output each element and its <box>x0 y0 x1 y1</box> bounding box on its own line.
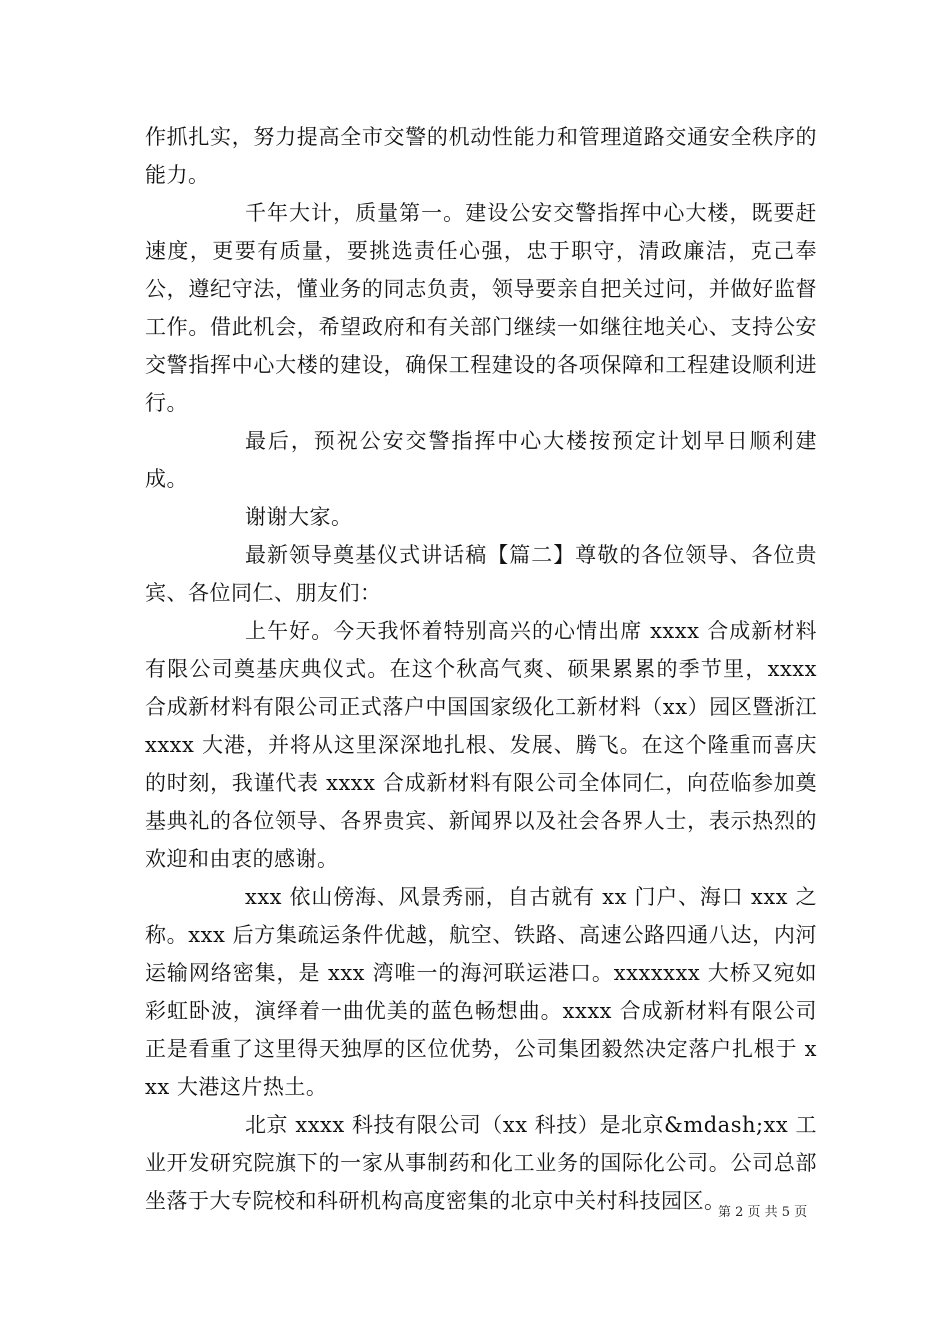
document-body <box>145 118 817 1220</box>
paragraph-closing-wish: 最后，预祝公安交警指挥中心大楼按预定计划早日顺利建成。 <box>145 429 817 491</box>
paragraph-section-two-heading: 最新领导奠基仪式讲话稿【篇二】尊敬的各位领导、各位贵宾、各位同仁、朋友们： <box>145 543 817 605</box>
paragraph-quality: 千年大计，质量第一。建设公安交警指挥中心大楼，既要赶速度，更要有质量，要挑选责任心强，忠于职守，清政廉洁，克己奉公，遵纪守法，懂业务的同志负责，领导要亲自把关过问，并做好监督工作。借此机会，希望政府和有关部门继续一如继往地关心、支持公安交警指挥中心大楼的建设，确保工程建设的各项保障和工程建设顺利进行。 <box>145 201 817 415</box>
paragraph-company-intro: 北京 xxxx 科技有限公司（xx 科技）是北京&mdash;xx 工业开发研究院旗下的一家从事制药和化工业务的国际化公司。公司总部坐落于大专院校和科研机构高度密集的北京中关村科技园区。 <box>145 1113 817 1213</box>
page-number-footer: 第 2 页 共 5 页 <box>718 1205 808 1220</box>
paragraph-location: xxx 依山傍海、风景秀丽，自古就有 xx 门户、海口 xxx 之称。xxx 后方集疏运条件优越，航空、铁路、高速公路四通八达，内河运输网络密集，是 xxx 湾唯一的海河联运港口。xxxxxxx 大桥又宛如彩虹卧波，演绎着一曲优美的蓝色畅想曲。xxxx 合成新材料有限公司正是看重了这里得天独厚的区位优势，公司集团毅然决定落户扎根于 xxx 大港这片热土。 <box>145 885 817 1099</box>
paragraph-greeting: 上午好。今天我怀着特别高兴的心情出席 xxxx 合成新材料有限公司奠基庆典仪式。在这个秋高气爽、硕果累累的季节里，xxxx 合成新材料有限公司正式落户中国国家级化工新材料（xx）园区暨浙江 xxxx 大港，并将从这里深深地扎根、发展、腾飞。在这个隆重而喜庆的时刻，我谨代表 xxxx 合成新材料有限公司全体同仁，向莅临参加奠基典礼的各位领导、各界贵宾、新闻界以及社会各界人士，表示热烈的欢迎和由衷的感谢。 <box>145 619 817 871</box>
paragraph-continuation: 作抓扎实，努力提高全市交警的机动性能力和管理道路交通安全秩序的能力。 <box>145 125 817 187</box>
paragraph-thanks: 谢谢大家。 <box>245 505 353 529</box>
